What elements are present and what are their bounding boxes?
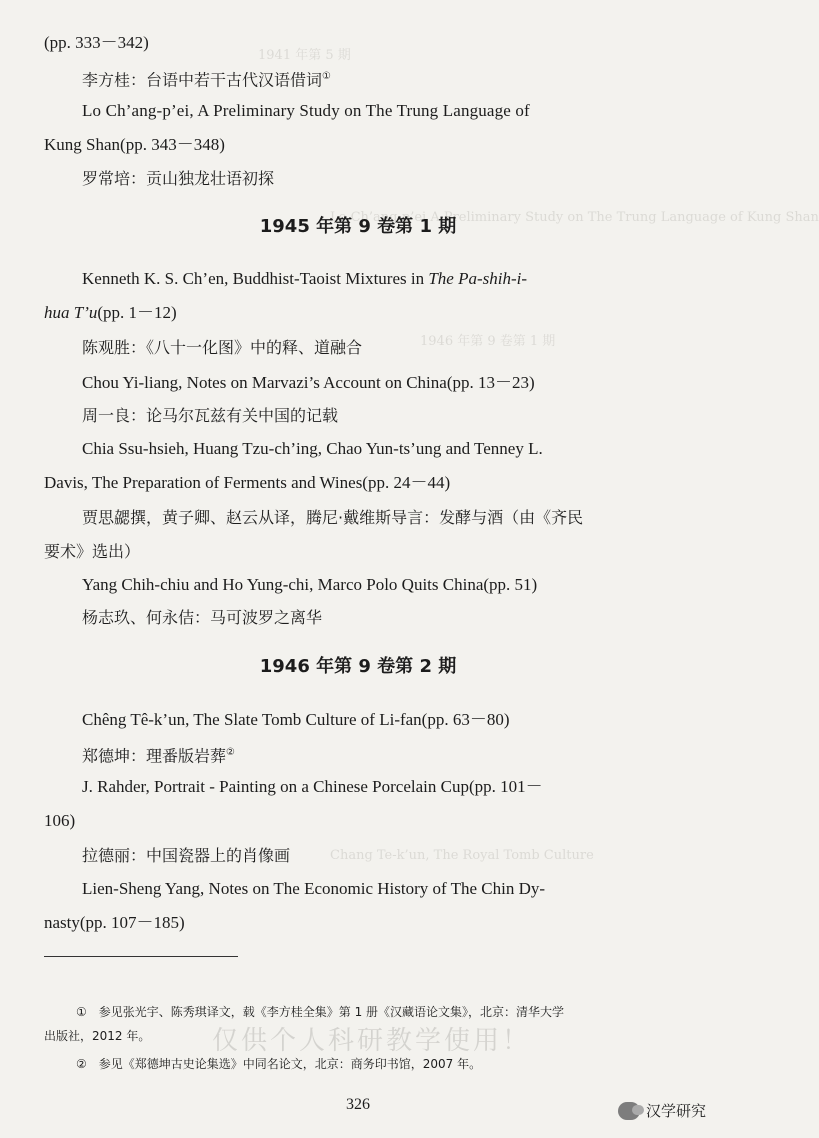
footnote-ref[interactable]: ②	[226, 747, 235, 758]
entry-line: Lien-Sheng Yang, Notes on The Economic History of The Chin Dy-	[82, 879, 546, 898]
entry-line	[82, 268, 527, 290]
entry-text: 李方桂：台语中若干古代汉语借词	[82, 70, 323, 90]
entry-line	[44, 302, 177, 324]
wechat-badge[interactable]	[618, 1100, 706, 1121]
bleed-text: 1946 年第 9 卷第 1 期	[420, 334, 556, 349]
entry-line-cn: 周一良：论马尔瓦兹有关中国的记载	[82, 406, 339, 425]
watermark: 仅供个人科研教学使用！	[212, 1026, 532, 1056]
entry-line: Kung Shan(pp. 343－348)	[44, 135, 225, 154]
entry-line: Lo Ch’ang-p’ei, A Preliminary Study on The Trung Language of	[82, 101, 530, 120]
entry-text: (pp. 1－12)	[97, 303, 177, 322]
entry-line: Yang Chih-chiu and Ho Yung-chi, Marco Polo Quits China(pp. 51)	[82, 575, 538, 594]
entry-line-cn: 罗常培：贡山独龙壮语初探	[82, 169, 275, 188]
entry-line: Chêng Tê-k’un, The Slate Tomb Culture of Li-fan(pp. 63－80)	[82, 710, 510, 729]
entry-line-cn: 贾思勰撰，黄子卿、赵云从译，腾尼·戴维斯导言：发酵与酒（由《齐民	[82, 508, 584, 527]
page-number: 326	[346, 1096, 370, 1113]
wechat-icon	[618, 1102, 640, 1120]
entry-text: 郑德坤：理番版岩葬	[82, 746, 227, 766]
entry-line: Chou Yi-liang, Notes on Marvazi’s Account on China(pp. 13－23)	[82, 373, 535, 392]
footnote-2: ② 参见《郑德坤古史论集选》中同名论文，北京：商务印书馆，2007 年。	[76, 1057, 482, 1071]
bleed-text: Lo Ch’ang-p’ei A Preliminary Study on The Trung Language of Kung Shan	[330, 210, 819, 225]
bleed-text: 1941 年第 5 期	[258, 48, 351, 63]
section-heading: 1946 年第 9 卷第 2 期	[259, 656, 457, 677]
entry-line: Chia Ssu-hsieh, Huang Tzu-ch’ing, Chao Yun-ts’ung and Tenney L.	[82, 439, 543, 458]
entry-line-cn: 杨志玖、何永佶：马可波罗之离华	[82, 608, 323, 627]
section-heading: 1945 年第 9 卷第 1 期	[259, 216, 457, 237]
entry-line: nasty(pp. 107－185)	[44, 913, 185, 932]
bleed-text: Chang Te-k’un, The Royal Tomb Culture	[330, 848, 594, 863]
entry-line: J. Rahder, Portrait - Painting on a Chinese Porcelain Cup(pp. 101－	[82, 777, 543, 796]
entry-line-cn: 要术》选出）	[44, 542, 141, 561]
entry-line: Davis, The Preparation of Ferments and Wines(pp. 24－44)	[44, 473, 451, 492]
entry-line-cn	[82, 742, 235, 767]
entry-line-cn	[82, 66, 331, 91]
entry-title-italic: The Pa-shih-i-	[428, 269, 528, 288]
footnote-ref[interactable]: ①	[322, 71, 331, 82]
badge-label: 汉学研究	[645, 1102, 706, 1120]
entry-title-italic: hua T’u	[44, 303, 98, 322]
entry-line: 106)	[44, 811, 76, 830]
footnote-divider	[44, 956, 238, 957]
entry-text: Kenneth K. S. Ch’en, Buddhist-Taoist Mixtures in	[82, 269, 429, 288]
footnote-1-cont: 出版社，2012 年。	[44, 1029, 151, 1043]
entry-line-cn: 陈观胜：《八十一化图》中的释、道融合	[82, 338, 363, 357]
entry-line-cn: 拉德丽：中国瓷器上的肖像画	[82, 846, 291, 865]
footnote-1: ① 参见张光宇、陈秀琪译文，载《李方桂全集》第 1 册《汉藏语论文集》，北京：清华大学	[76, 1005, 565, 1019]
entry-line: (pp. 333－342)	[44, 33, 149, 52]
